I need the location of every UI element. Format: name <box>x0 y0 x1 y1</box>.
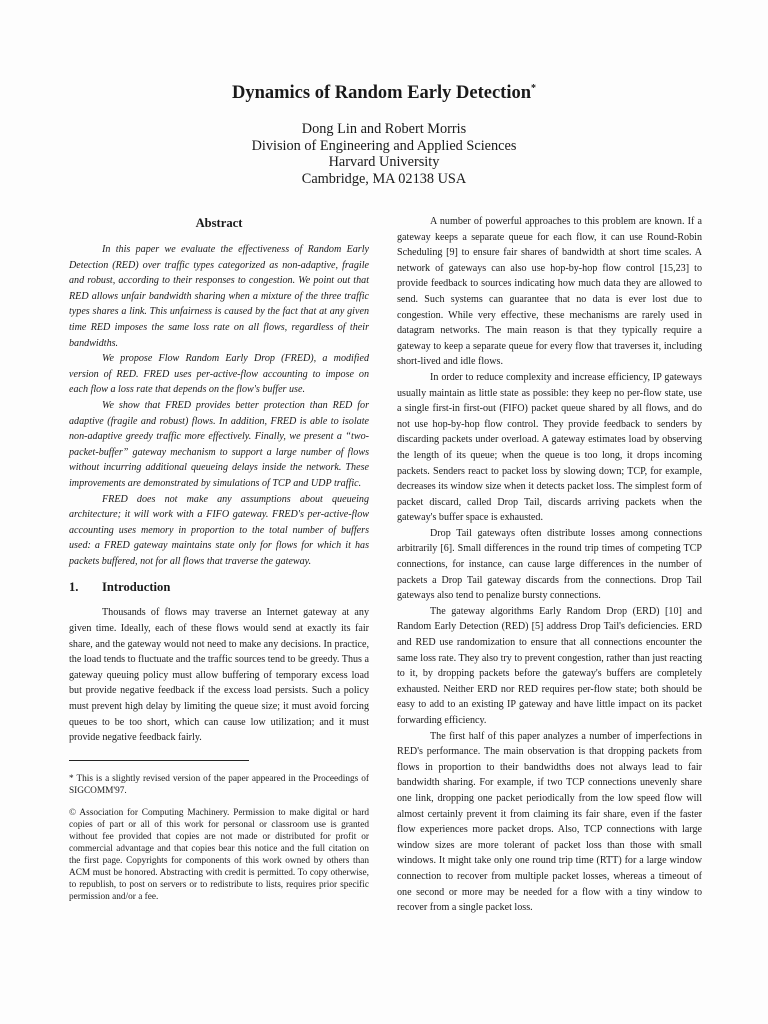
abstract-paragraph: FRED does not make any assumptions about queueing architecture; it will work with a FIFO gateway. FRED's per-active-flow accounting uses memory in proportion to the total number of buffers used: a FRED gateway maintains state only for flows for which it has packets buffered, not for all flows that traverse the gateway. <box>69 493 369 567</box>
footnote-rule <box>69 760 249 761</box>
affiliation-department: Division of Engineering and Applied Sciences <box>251 137 517 154</box>
abstract-section <box>69 214 369 569</box>
body-paragraph: In order to reduce complexity and increase efficiency, IP gateways usually maintain as little state as possible: they keep no per-flow state, use a single first-in first-out (FIFO) packet queue shared by all flows, and do not use hop-by-hop flow control. They provide feedback to senders by discarding packets under overload. A gateway estimates load by observing the length of its queue; when the queue is too long, it drops incoming packets. Senders react to packet loss by slowing down; TCP, for example, decreases its window size when it detects packet loss. The simplest form of packet discard, called Drop Tail, discards arriving packets when the gateway's buffer space is exhausted. <box>397 371 702 524</box>
right-column <box>397 214 702 916</box>
section-heading-introduction <box>69 578 369 596</box>
author-block <box>0 121 768 187</box>
affiliation-address: Cambridge, MA 02138 USA <box>301 170 467 187</box>
body-paragraph: The first half of this paper analyzes a number of imperfections in RED's performance. The main observation is that dropping packets from flows in proportion to their bandwidths does not always lead to fair bandwidth sharing. For example, if two TCP connections unevenly share one link, dropping one packet periodically from the low speed flow will almost certainly prevent it from claiming its fair share, even if the faster flow experiences more packet drops. Also, TCP connections with large window sizes are more tolerant of packet loss than those with small windows. It might take only one round trip time (RTT) for a large window connection to recover from multiple packet losses, whereas a timeout of one second or more may be needed for a flow with a tiny window to recover from a single packet loss. <box>397 730 702 914</box>
abstract-paragraph: We propose Flow Random Early Drop (FRED), a modified version of RED. FRED uses per-active-flow accounting to impose on each flow a loss rate that depends on the flow's buffer use. <box>69 353 369 396</box>
author-names: Dong Lin and Robert Morris <box>301 121 467 137</box>
abstract-paragraph: We show that FRED provides better protection than RED for adaptive (fragile and robust) flows. In addition, FRED is able to isolate non-adaptive greedy traffic more effectively. Finally, we present a “two-packet-buffer” gateway mechanism to support a large number of flows without incurring additional queueing delays inside the network. These improvements are demonstrated by simulations of TCP and UDP traffic. <box>69 399 369 489</box>
footnotes <box>69 773 369 903</box>
body-paragraph: Thousands of flows may traverse an Internet gateway at any given time. Ideally, each of these flows would send at exactly its fair share, and the gateway would not need to make any decisions. In practice, the load tends to fluctuate and the traffic sources tend to be greedy. Thus a gateway queuing policy must allow buffering of temporary excess load but provide negative feedback if the excess load persists. Such a policy must prevent high delay by limiting the queue size; it must avoid forcing queues to be too short, which can cause low utilization; and it must provide negative feedback fairly. <box>69 607 369 744</box>
footnote-revision: * This is a slightly revised version of the paper appeared in the Proceedings of SIGCOMM'97. <box>69 773 369 796</box>
section-number: 1. <box>69 580 79 595</box>
abstract-paragraph: In this paper we evaluate the effectiveness of Random Early Detection (RED) over traffic types categorized as non-adaptive, fragile and robust, according to their responses to congestion. We point out that RED allows unfair bandwidth sharing when a mixture of the three traffic types shares a link. This unfairness is caused by the fact that at any given time RED imposes the same loss rate on all flows, regardless of their bandwidths. <box>69 244 369 349</box>
body-paragraph: A number of powerful approaches to this problem are known. If a gateway keeps a separate queue for each flow, it can use Round-Robin Scheduling [9] to ensure fair shares of bandwidth at short time scales. A network of gateways can also use hop-by-hop flow control [15,23] to provide feedback to sources indicating how much data they are allowed to send. Such systems can guarantee that no data is ever lost due to congestion. While very effective, these mechanisms are rarely used in datagram networks. The main reason is that they typically require a gateway to keep a separate queue for every flow that traverses it, including short-lived and idle flows. <box>397 216 702 368</box>
affiliation-university: Harvard University <box>328 154 440 170</box>
introduction-body <box>69 605 369 745</box>
section-title: Introduction <box>102 580 171 595</box>
left-column <box>69 214 369 913</box>
paper-title-text: Dynamics of Random Early Detection <box>231 83 532 103</box>
body-paragraph: The gateway algorithms Early Random Drop (ERD) [10] and Random Early Detection (RED) [5] address Drop Tail's deficiencies. ERD and RED use randomization to ensure that all connections encounter the same loss rate. They also try to prevent congestion, rather than just reacting to it, by dropping packets before the gateway's buffers are completely exhausted. Neither ERD nor RED requires per-flow state; both should be easy to add to an existing IP gateway and have little impact on its packet forwarding efficiency. <box>397 605 702 726</box>
body-paragraph: Drop Tail gateways often distribute losses among connections arbitrarily [6]. Small differences in the round trip times of competing TCP connections, for instance, can cause large differences in the number of packets a Drop Tail gateway discards from the connections. Drop Tail gateways also tend to penalize bursty connections. <box>397 527 702 602</box>
paper-header <box>0 82 768 187</box>
title-footnote-mark: * <box>531 83 537 94</box>
abstract-heading: Abstract <box>195 216 243 230</box>
footnote-copyright: © Association for Computing Machinery. Permission to make digital or hard copies of part or all of this work for personal or classroom use is granted without fee provided that copies are not made or distributed for profit or commercial advantage and that copies bear this notice and the full citation on the first page. Copyrights for components of this work owned by others than ACM must be honored. Abstracting with credit is permitted. To copy otherwise, to republish, to post on servers or to redistribute to lists, requires prior specific permission and/or a fee. <box>69 807 369 902</box>
paper-title <box>0 82 768 104</box>
